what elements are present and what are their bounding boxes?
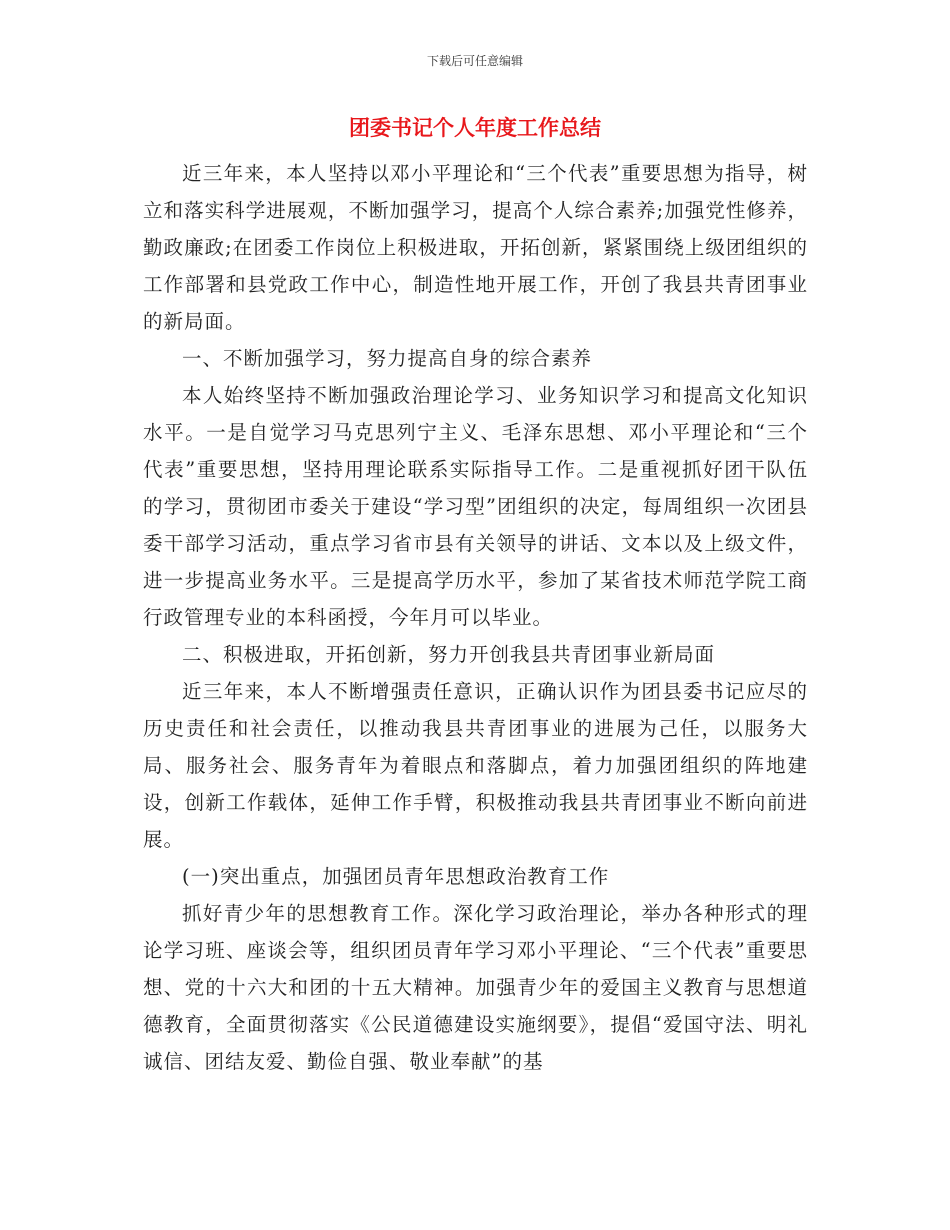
paragraph-innovation: 近三年来，本人不断增强责任意识，正确认识作为团县委书记应尽的历史责任和社会责任，以推动我县共青团事业的进展为己任，以服务大局、服务社会、服务青年为着眼点和落脚点，着力加强团组织的阵地建设，创新工作载体，延伸工作手臂，积极推动我县共青团事业不断向前进展。	[143, 680, 808, 851]
paragraph-intro: 近三年来，本人坚持以邓小平理论和“三个代表”重要思想为指导，树立和落实科学进展观，不断加强学习，提高个人综合素养;加强党性修养，勤政廉政;在团委工作岗位上积极进取，开拓创新，紧紧围绕上级团组织的工作部署和县党政工作中心，制造性地开展工作，开创了我县共青团事业的新局面。	[143, 162, 808, 333]
paragraph-study: 本人始终坚持不断加强政治理论学习、业务知识学习和提高文化知识水平。一是自觉学习马克思列宁主义、毛泽东思想、邓小平理论和“三个代表”重要思想，坚持用理论联系实际指导工作。二是重视抓好团干队伍的学习，贯彻团市委关于建设“学习型”团组织的决定，每周组织一次团县委干部学习活动，重点学习省市县有关领导的讲话、文本以及上级文件，进一步提高业务水平。三是提高学历水平，参加了某省技术师范学院工商行政管理专业的本科函授，今年月可以毕业。	[143, 384, 808, 629]
section-heading-1: 一、不断加强学习，努力提高自身的综合素养	[182, 347, 593, 370]
section-heading-2: 二、积极进取，开拓创新，努力开创我县共青团事业新局面	[182, 643, 716, 666]
document-body	[143, 155, 808, 1080]
paragraph-education: 抓好青少年的思想教育工作。深化学习政治理论，举办各种形式的理论学习班、座谈会等，组织团员青年学习邓小平理论、“三个代表”重要思想、党的十六大和团的十五大精神。加强青少年的爱国主义教育与思想道德教育，全面贯彻落实《公民道德建设实施纲要》，提倡“爱国守法、明礼诚信、团结友爱、勤俭自强、敬业奉献”的基	[143, 902, 808, 1073]
header-note: 下载后可任意编辑	[426, 54, 523, 68]
subsection-heading-1: (一)突出重点，加强团员青年思想政治教育工作	[182, 865, 610, 888]
document-title: 团委书记个人年度工作总结	[349, 116, 601, 140]
